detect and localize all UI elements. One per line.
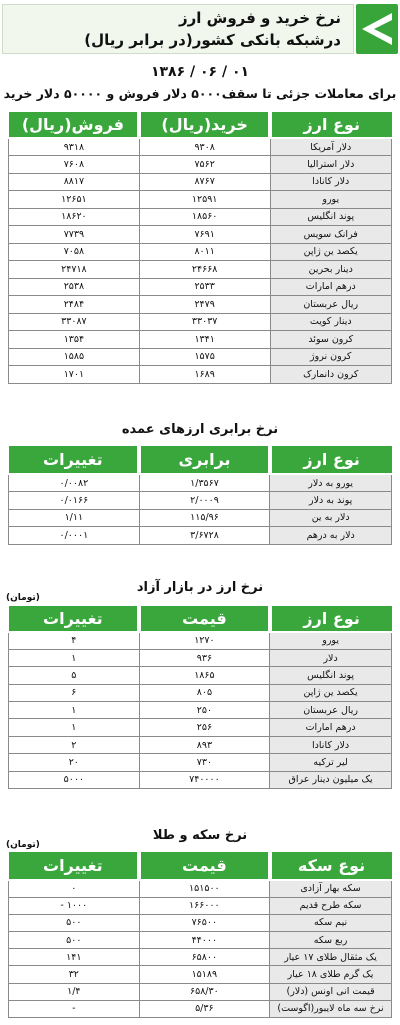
- row-label: یک میلیون دینار عراق: [270, 771, 392, 788]
- row-label: دلار به ین: [270, 509, 392, 527]
- row-label: یک مثقال طلای ۱۷ عیار: [270, 949, 392, 966]
- row-value: ۸۰۱۱: [139, 243, 270, 261]
- row-value: ۳۲: [9, 966, 140, 983]
- row-value: ۹۳۶: [139, 649, 270, 666]
- row-value: ۰/۰۰۰۱: [9, 527, 140, 545]
- row-value: ۷۷۳۹: [9, 226, 140, 244]
- table-row: [9, 527, 392, 545]
- row-value: ۷۶۹۱: [139, 226, 270, 244]
- row-value: ۵۰۰: [9, 932, 140, 949]
- table-row: [9, 719, 392, 736]
- table-row: [9, 208, 392, 226]
- row-label: یورو به دلار: [270, 474, 392, 492]
- date: ۰۱ / ۰۶ / ۱۳۸۶: [150, 64, 250, 80]
- row-label: یکصد ین ژاپن: [270, 243, 392, 261]
- row-value: ۱۵۱۸۹: [139, 966, 270, 983]
- column-header: نوع ارز: [270, 446, 392, 474]
- row-value: ۵/۳۶: [139, 1000, 270, 1017]
- row-label: ربع سکه: [270, 932, 392, 949]
- row-label: کرون دانمارک: [270, 366, 392, 384]
- title-line-2: درشبکه بانکی کشور(در برابر ریال): [84, 31, 341, 49]
- row-value: ۱: [9, 702, 140, 719]
- free-market-title: نرخ ارز در بازار آزاد: [136, 580, 264, 595]
- row-value: ۱/۳۵۶۷: [139, 474, 270, 492]
- row-value: ۰/۰۰۸۲: [9, 474, 140, 492]
- row-label: لیر ترکیه: [270, 754, 392, 771]
- table-row: [9, 474, 392, 492]
- row-label: کرون نروژ: [270, 348, 392, 366]
- table-row: [9, 138, 392, 156]
- table-row: [9, 771, 392, 788]
- table-row: [9, 983, 392, 1000]
- row-value: ۰: [9, 880, 140, 897]
- parity-table: [8, 446, 392, 545]
- row-value: ۴۴۰۰۰: [139, 932, 270, 949]
- row-value: ۱۶۸۹: [139, 366, 270, 384]
- free-market-unit: (تومان): [6, 593, 40, 603]
- row-value: ۷۳۰: [139, 754, 270, 771]
- row-value: ۲۵۶: [139, 719, 270, 736]
- table-row: [9, 156, 392, 174]
- table-row: [9, 261, 392, 279]
- row-value: ۱۸۶۵: [139, 667, 270, 684]
- row-label: نرخ سه ماه لایبور(اگوست): [270, 1000, 392, 1017]
- coins-unit: (تومان): [6, 840, 40, 850]
- table-row: [9, 348, 392, 366]
- row-label: دلار استرالیا: [270, 156, 392, 174]
- row-value: ۱/۴: [9, 983, 140, 1000]
- row-label: پوند انگلیس: [270, 208, 392, 226]
- row-value: ۲: [9, 736, 140, 753]
- row-value: ۱۰۰۰ -: [9, 897, 140, 914]
- row-value: ۱۱۵/۹۶: [139, 509, 270, 527]
- row-value: ۷۰۵۸: [9, 243, 140, 261]
- row-label: یورو: [270, 632, 392, 649]
- row-value: ۵۰۰۰: [9, 771, 140, 788]
- column-header: تغییرات: [9, 852, 140, 880]
- row-value: ۱۴۱: [9, 949, 140, 966]
- row-value: ۷۴۰۰۰۰: [139, 771, 270, 788]
- row-value: ۲۵۳۳: [139, 278, 270, 296]
- row-label: دلار آمریکا: [270, 138, 392, 156]
- parity-title: نرخ برابری ارزهای عمده: [121, 422, 279, 437]
- table-row: [9, 754, 392, 771]
- row-label: دینار کویت: [270, 313, 392, 331]
- title-box: [2, 4, 354, 54]
- row-value: ۱۸۵۶۰: [139, 208, 270, 226]
- row-value: ۹۳۰۸: [139, 138, 270, 156]
- coins-table: [8, 852, 392, 1018]
- row-value: ۲۴۸۴: [9, 296, 140, 314]
- row-value: ۳/۶۷۲۸: [139, 527, 270, 545]
- row-value: ۵: [9, 667, 140, 684]
- table-row: [9, 313, 392, 331]
- row-value: ۱۲۵۹۱: [139, 191, 270, 209]
- row-label: دینار بحرین: [270, 261, 392, 279]
- title-line-1: نرخ خرید و فروش ارز: [178, 9, 341, 27]
- column-header: خرید(ریال): [139, 112, 270, 138]
- row-label: پوند انگلیس: [270, 667, 392, 684]
- row-value: ۱۷۰۱: [9, 366, 140, 384]
- column-header: نوع سکه: [270, 852, 392, 880]
- row-value: ۲۴۷۹: [139, 296, 270, 314]
- row-label: دلار: [270, 649, 392, 666]
- table-row: [9, 296, 392, 314]
- table-row: [9, 966, 392, 983]
- table-row: [9, 331, 392, 349]
- table-row: [9, 684, 392, 701]
- row-label: درهم امارات: [270, 278, 392, 296]
- subtitle: برای معاملات جزئی تا سقف۵۰۰۰ دلار فروش و ۵۰۰۰۰ دلار خرید: [3, 86, 397, 101]
- row-value: ۲۵۳۸: [9, 278, 140, 296]
- row-value: ۰/۰۱۶۶: [9, 492, 140, 510]
- row-label: فرانک سویس: [270, 226, 392, 244]
- table-row: [9, 649, 392, 666]
- table-row: [9, 880, 392, 897]
- row-value: ۸۸۱۷: [9, 173, 140, 191]
- row-value: ۳۳۰۸۷: [9, 313, 140, 331]
- row-label: یورو: [270, 191, 392, 209]
- row-value: ۱۳۴۱: [139, 331, 270, 349]
- row-label: کرون سوئد: [270, 331, 392, 349]
- row-label: دلار کانادا: [270, 736, 392, 753]
- column-header: برابری: [139, 446, 270, 474]
- column-header: نوع ارز: [270, 606, 392, 632]
- row-value: ۱۲۷۰: [139, 632, 270, 649]
- row-value: ۱۵۸۵: [9, 348, 140, 366]
- row-label: دلار کانادا: [270, 173, 392, 191]
- row-value: ۱/۱۱: [9, 509, 140, 527]
- row-label: سکه بهار آزادی: [270, 880, 392, 897]
- row-value: ۸۰۵: [139, 684, 270, 701]
- row-label: سکه طرح قدیم: [270, 897, 392, 914]
- column-header: تغییرات: [9, 606, 140, 632]
- row-value: ۱۵۱۵۰۰: [139, 880, 270, 897]
- row-value: ۹۳۱۸: [9, 138, 140, 156]
- row-value: ۵۰۰: [9, 914, 140, 931]
- table-row: [9, 897, 392, 914]
- row-value: ۱۵۷۵: [139, 348, 270, 366]
- table-row: [9, 509, 392, 527]
- row-value: ۱۶۶۰۰۰: [139, 897, 270, 914]
- table-row: [9, 632, 392, 649]
- column-header: تغییرات: [9, 446, 140, 474]
- row-label: یک گرم طلای ۱۸ عیار: [270, 966, 392, 983]
- row-label: قیمت انی اونس (دلار): [270, 983, 392, 1000]
- row-value: ۸۹۳: [139, 736, 270, 753]
- table-row: [9, 667, 392, 684]
- header: [0, 0, 400, 58]
- table-row: [9, 191, 392, 209]
- row-value: ۷۵۶۲: [139, 156, 270, 174]
- row-label: دلار به درهم: [270, 527, 392, 545]
- row-label: یکصد ین ژاپن: [270, 684, 392, 701]
- row-value: ۱۲۶۵۱: [9, 191, 140, 209]
- row-value: ۲۰: [9, 754, 140, 771]
- row-value: ۴: [9, 632, 140, 649]
- row-value: ۱: [9, 719, 140, 736]
- row-value: ۲۴۷۱۸: [9, 261, 140, 279]
- row-label: نیم سکه: [270, 914, 392, 931]
- column-header: نوع ارز: [270, 112, 392, 138]
- table-row: [9, 226, 392, 244]
- column-header: فروش(ریال): [9, 112, 140, 138]
- row-value: ۶۵۸/۳۰: [139, 983, 270, 1000]
- table-row: [9, 278, 392, 296]
- row-value: ۲۴۶۶۸: [139, 261, 270, 279]
- table-row: [9, 366, 392, 384]
- row-label: پوند به دلار: [270, 492, 392, 510]
- arrow-badge: [356, 4, 398, 54]
- row-value: ۳۳۰۳۷: [139, 313, 270, 331]
- column-header: قیمت: [139, 606, 270, 632]
- row-value: ۲۵۰: [139, 702, 270, 719]
- row-value: ۸۷۶۷: [139, 173, 270, 191]
- row-value: ۱۸۶۲۰: [9, 208, 140, 226]
- table-row: [9, 492, 392, 510]
- table-row: [9, 932, 392, 949]
- table-row: [9, 1000, 392, 1017]
- row-value: ۱: [9, 649, 140, 666]
- bank-rates-table: [8, 112, 392, 384]
- arrow-left-icon: [360, 11, 394, 47]
- row-value: ۶: [9, 684, 140, 701]
- row-value: ۷۶۵۰۰: [139, 914, 270, 931]
- table-row: [9, 949, 392, 966]
- row-value: -: [9, 1000, 140, 1017]
- table-row: [9, 702, 392, 719]
- table-row: [9, 173, 392, 191]
- column-header: قیمت: [139, 852, 270, 880]
- row-value: ۷۶۰۸: [9, 156, 140, 174]
- row-value: ۶۵۸۰۰: [139, 949, 270, 966]
- table-row: [9, 914, 392, 931]
- row-label: ریال عربستان: [270, 702, 392, 719]
- coins-title: نرخ سکه و طلا: [152, 828, 248, 843]
- free-market-table: [8, 606, 392, 789]
- row-value: ۲/۰۰۰۹: [139, 492, 270, 510]
- row-label: ریال عربستان: [270, 296, 392, 314]
- table-row: [9, 736, 392, 753]
- row-value: ۱۳۵۴: [9, 331, 140, 349]
- row-label: درهم امارات: [270, 719, 392, 736]
- table-row: [9, 243, 392, 261]
